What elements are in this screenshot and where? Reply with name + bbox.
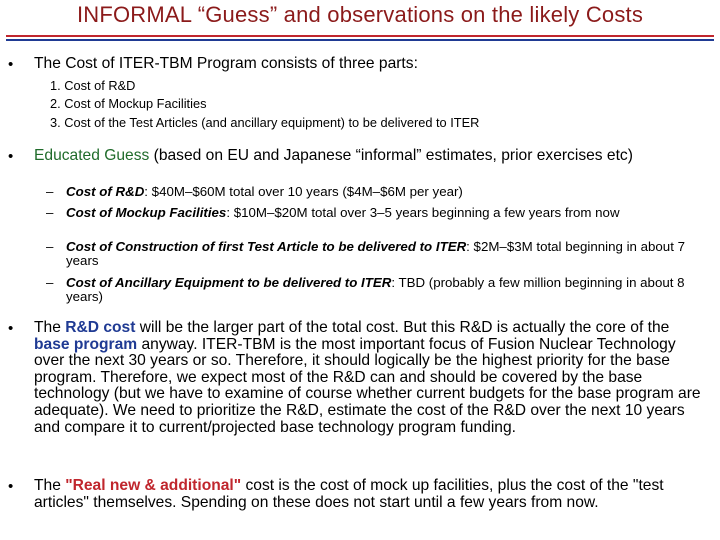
- bullet-text: The Cost of ITER-TBM Program consists of three parts:: [34, 55, 418, 72]
- rd-cost-highlight: R&D cost: [65, 319, 136, 336]
- numbered-item: 3. Cost of the Test Articles (and ancillary equipment) to be delivered to ITER: [50, 115, 480, 130]
- numbered-item: 2. Cost of Mockup Facilities: [50, 96, 207, 111]
- numbered-item: 1. Cost of R&D: [50, 78, 136, 93]
- dash-marker: –: [46, 275, 54, 290]
- bullet-text: [34, 478, 704, 511]
- educated-guess-highlight: Educated Guess: [34, 147, 150, 164]
- sub-item-label: Cost of Construction of first Test Article to be delivered to ITER: [66, 239, 467, 254]
- bullet-marker: •: [8, 148, 14, 165]
- base-program-highlight: base program: [34, 335, 138, 353]
- text-segment: The: [34, 319, 66, 336]
- title-rule-blue: [6, 39, 714, 41]
- bullet-text: [34, 320, 704, 436]
- dash-marker: –: [46, 205, 54, 220]
- sub-item-label: Cost of R&D: [66, 184, 145, 199]
- dash-marker: –: [46, 239, 54, 254]
- sub-item-text: : $10M–$20M total over 3–5 years beginning a few years from now: [226, 205, 620, 220]
- bullet-marker: •: [8, 478, 14, 495]
- sub-item-text: : TBD (probably a few million beginning in about 8 years): [66, 275, 685, 304]
- text-segment: The: [34, 477, 66, 494]
- dash-marker: –: [46, 184, 54, 199]
- slide-title: INFORMAL “Guess” and observations on the likely Costs: [76, 2, 644, 27]
- bullet-text: [34, 148, 704, 165]
- sub-item-text: : $40M–$60M total over 10 years ($4M–$6M per year): [144, 184, 463, 199]
- sub-item-label: Cost of Mockup Facilities: [66, 205, 227, 220]
- bullet-marker: •: [8, 320, 14, 337]
- bullet-text-rest: (based on EU and Japanese “informal” estimates, prior exercises etc): [149, 147, 633, 164]
- sub-item-label: Cost of Ancillary Equipment to be delivered to ITER: [66, 275, 392, 290]
- title-rule-red: [6, 35, 714, 37]
- bullet-marker: •: [8, 56, 14, 73]
- sub-item-text: : $2M–$3M total beginning in about 7 years: [66, 239, 685, 268]
- text-segment: cost is the cost of mock up facilities, plus the cost of the "test articles" themselves. Spending on these does not start until a few years from now.: [34, 477, 664, 511]
- text-segment: anyway. ITER-TBM is the most important focus of Fusion Nuclear Technology over the next 30 years or so. Therefore, it should logically be the highest priority for the base program. Therefore, we expect most of the R&D can and should be covered by the base technology (but we have to examine of course whether current budgets for the base program are adequate). We need to prioritize the R&D, estimate the cost of the R&D over the next 10 years and compare it to current/projected base technology program funding.: [34, 335, 701, 436]
- text-segment: will be the larger part of the total cost. But this R&D is actually the core of the: [135, 319, 670, 336]
- real-new-highlight: "Real new & additional": [65, 477, 242, 494]
